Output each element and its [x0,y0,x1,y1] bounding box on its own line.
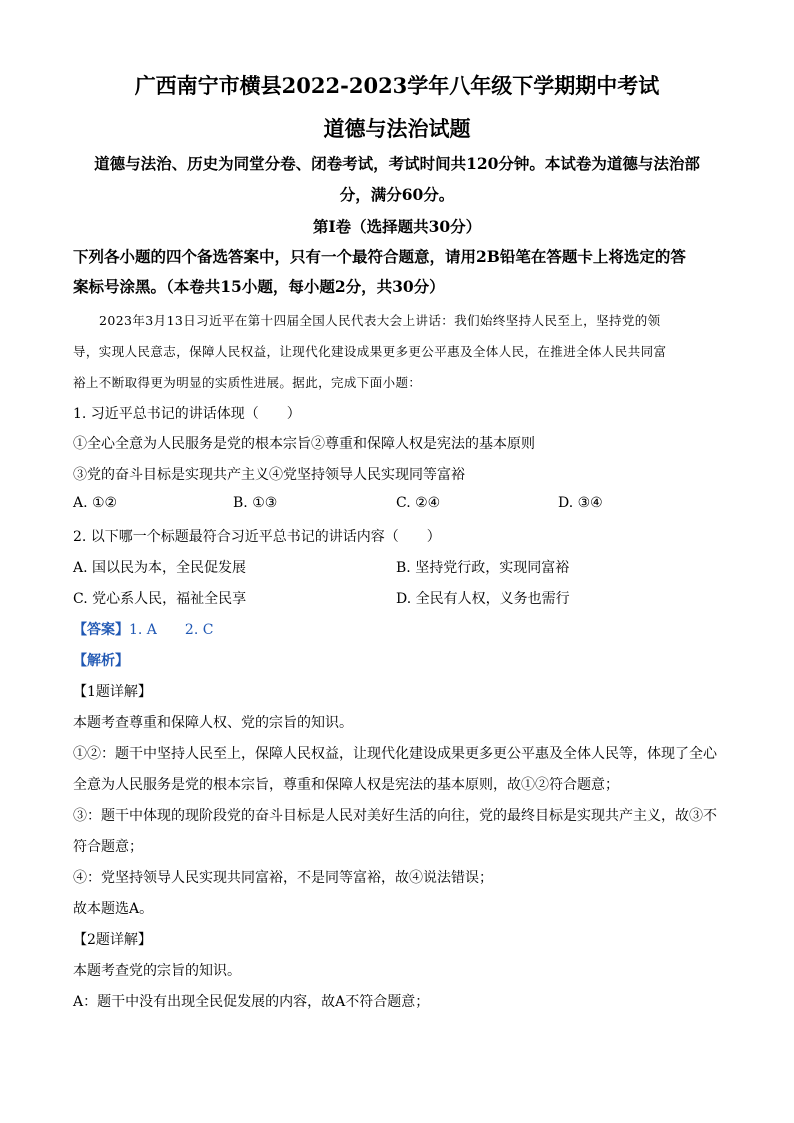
section-heading: 第Ⅰ卷（选择题共30分） [312,217,482,236]
question1-option-b: B. ①③ [233,495,278,511]
exam-subtitle: 道德与法治试题 [323,116,471,141]
question2-option-a: A. 国以民为本，全民促发展 [73,560,247,576]
detail1-line7: 故本题选A。 [73,901,154,917]
analysis-label: 【解析】 [73,653,129,669]
detail1-line1: 本题考查尊重和保障人权、党的宗旨的知识。 [73,715,353,731]
passage-line2: 导，实现人民意志，保障人民权益，让现代化建设成果更多更公平惠及全体人民，在推进全体人民共同富 [73,344,667,359]
exam-title: 广西南宁市横县2022-2023学年八年级下学期期中考试 [134,73,660,98]
detail2-line1: 本题考查党的宗旨的知识。 [73,963,241,979]
question1-option-c: C. ②④ [396,495,441,511]
passage-line3: 裕上不断取得更为明显的实质性进展。据此，完成下面小题： [73,375,422,390]
passage-line1: 2023年3月13日习近平在第十四届全国人民代表大会上讲话：我们始终坚持人民至上，坚持党的领 [99,313,661,328]
instructions-line1: 下列各小题的四个备选答案中，只有一个最符合题意，请用2B铅笔在答题卡上将选定的答 [73,247,686,266]
detail1-line6: ④：党坚持领导人民实现共同富裕，不是同等富裕，故④说法错误； [73,870,493,886]
detail1-line3: 全意为人民服务是党的根本宗旨，尊重和保障人权是宪法的基本原则，故①②符合题意； [73,777,619,793]
question2-stem: 2. 以下哪一个标题最符合习近平总书记的讲话内容（ ） [73,529,441,545]
question1-stem: 1. 习近平总书记的讲话体现（ ） [73,406,301,422]
detail1-line4: ③：题干中体现的现阶段党的奋斗目标是人民对美好生活的向往，党的最终目标是实现共产主义，故③不 [73,808,717,824]
detail1-line2: ①②：题干中坚持人民至上，保障人民权益，让现代化建设成果更多更公平惠及全体人民等，体现了全心 [73,746,717,762]
detail1-line5: 符合题意； [73,839,143,855]
question1-option-d: D. ③④ [558,495,603,511]
detail1-heading: 【1题详解】 [73,684,152,700]
detail2-heading: 【2题详解】 [73,932,152,948]
question2-option-d: D. 全民有人权，义务也需行 [396,591,570,607]
question2-option-c: C. 党心系人民，福祉全民享 [73,591,247,607]
instructions-line2: 案标号涂黑。（本卷共15小题，每小题2分，共30分） [73,277,445,296]
answer-label: 【答案】 [73,622,129,638]
exam-note-line1: 道德与法治、历史为同堂分卷、闭卷考试，考试时间共120分钟。本试卷为道德与法治部 [94,154,700,173]
answer-line [73,619,213,639]
question1-option-a: A. ①② [73,495,118,511]
question1-statement2: ③党的奋斗目标是实现共产主义④党坚持领导人民实现同等富裕 [73,467,465,483]
exam-note-line2: 分，满分60分。 [339,185,455,204]
detail2-line2: A：题干中没有出现全民促发展的内容，故A不符合题意； [73,994,430,1010]
answer-text: 1. A 2. C [129,622,214,638]
question2-option-b: B. 坚持党行政，实现同富裕 [396,560,570,576]
question1-statement1: ①全心全意为人民服务是党的根本宗旨②尊重和保障人权是宪法的基本原则 [73,436,535,452]
